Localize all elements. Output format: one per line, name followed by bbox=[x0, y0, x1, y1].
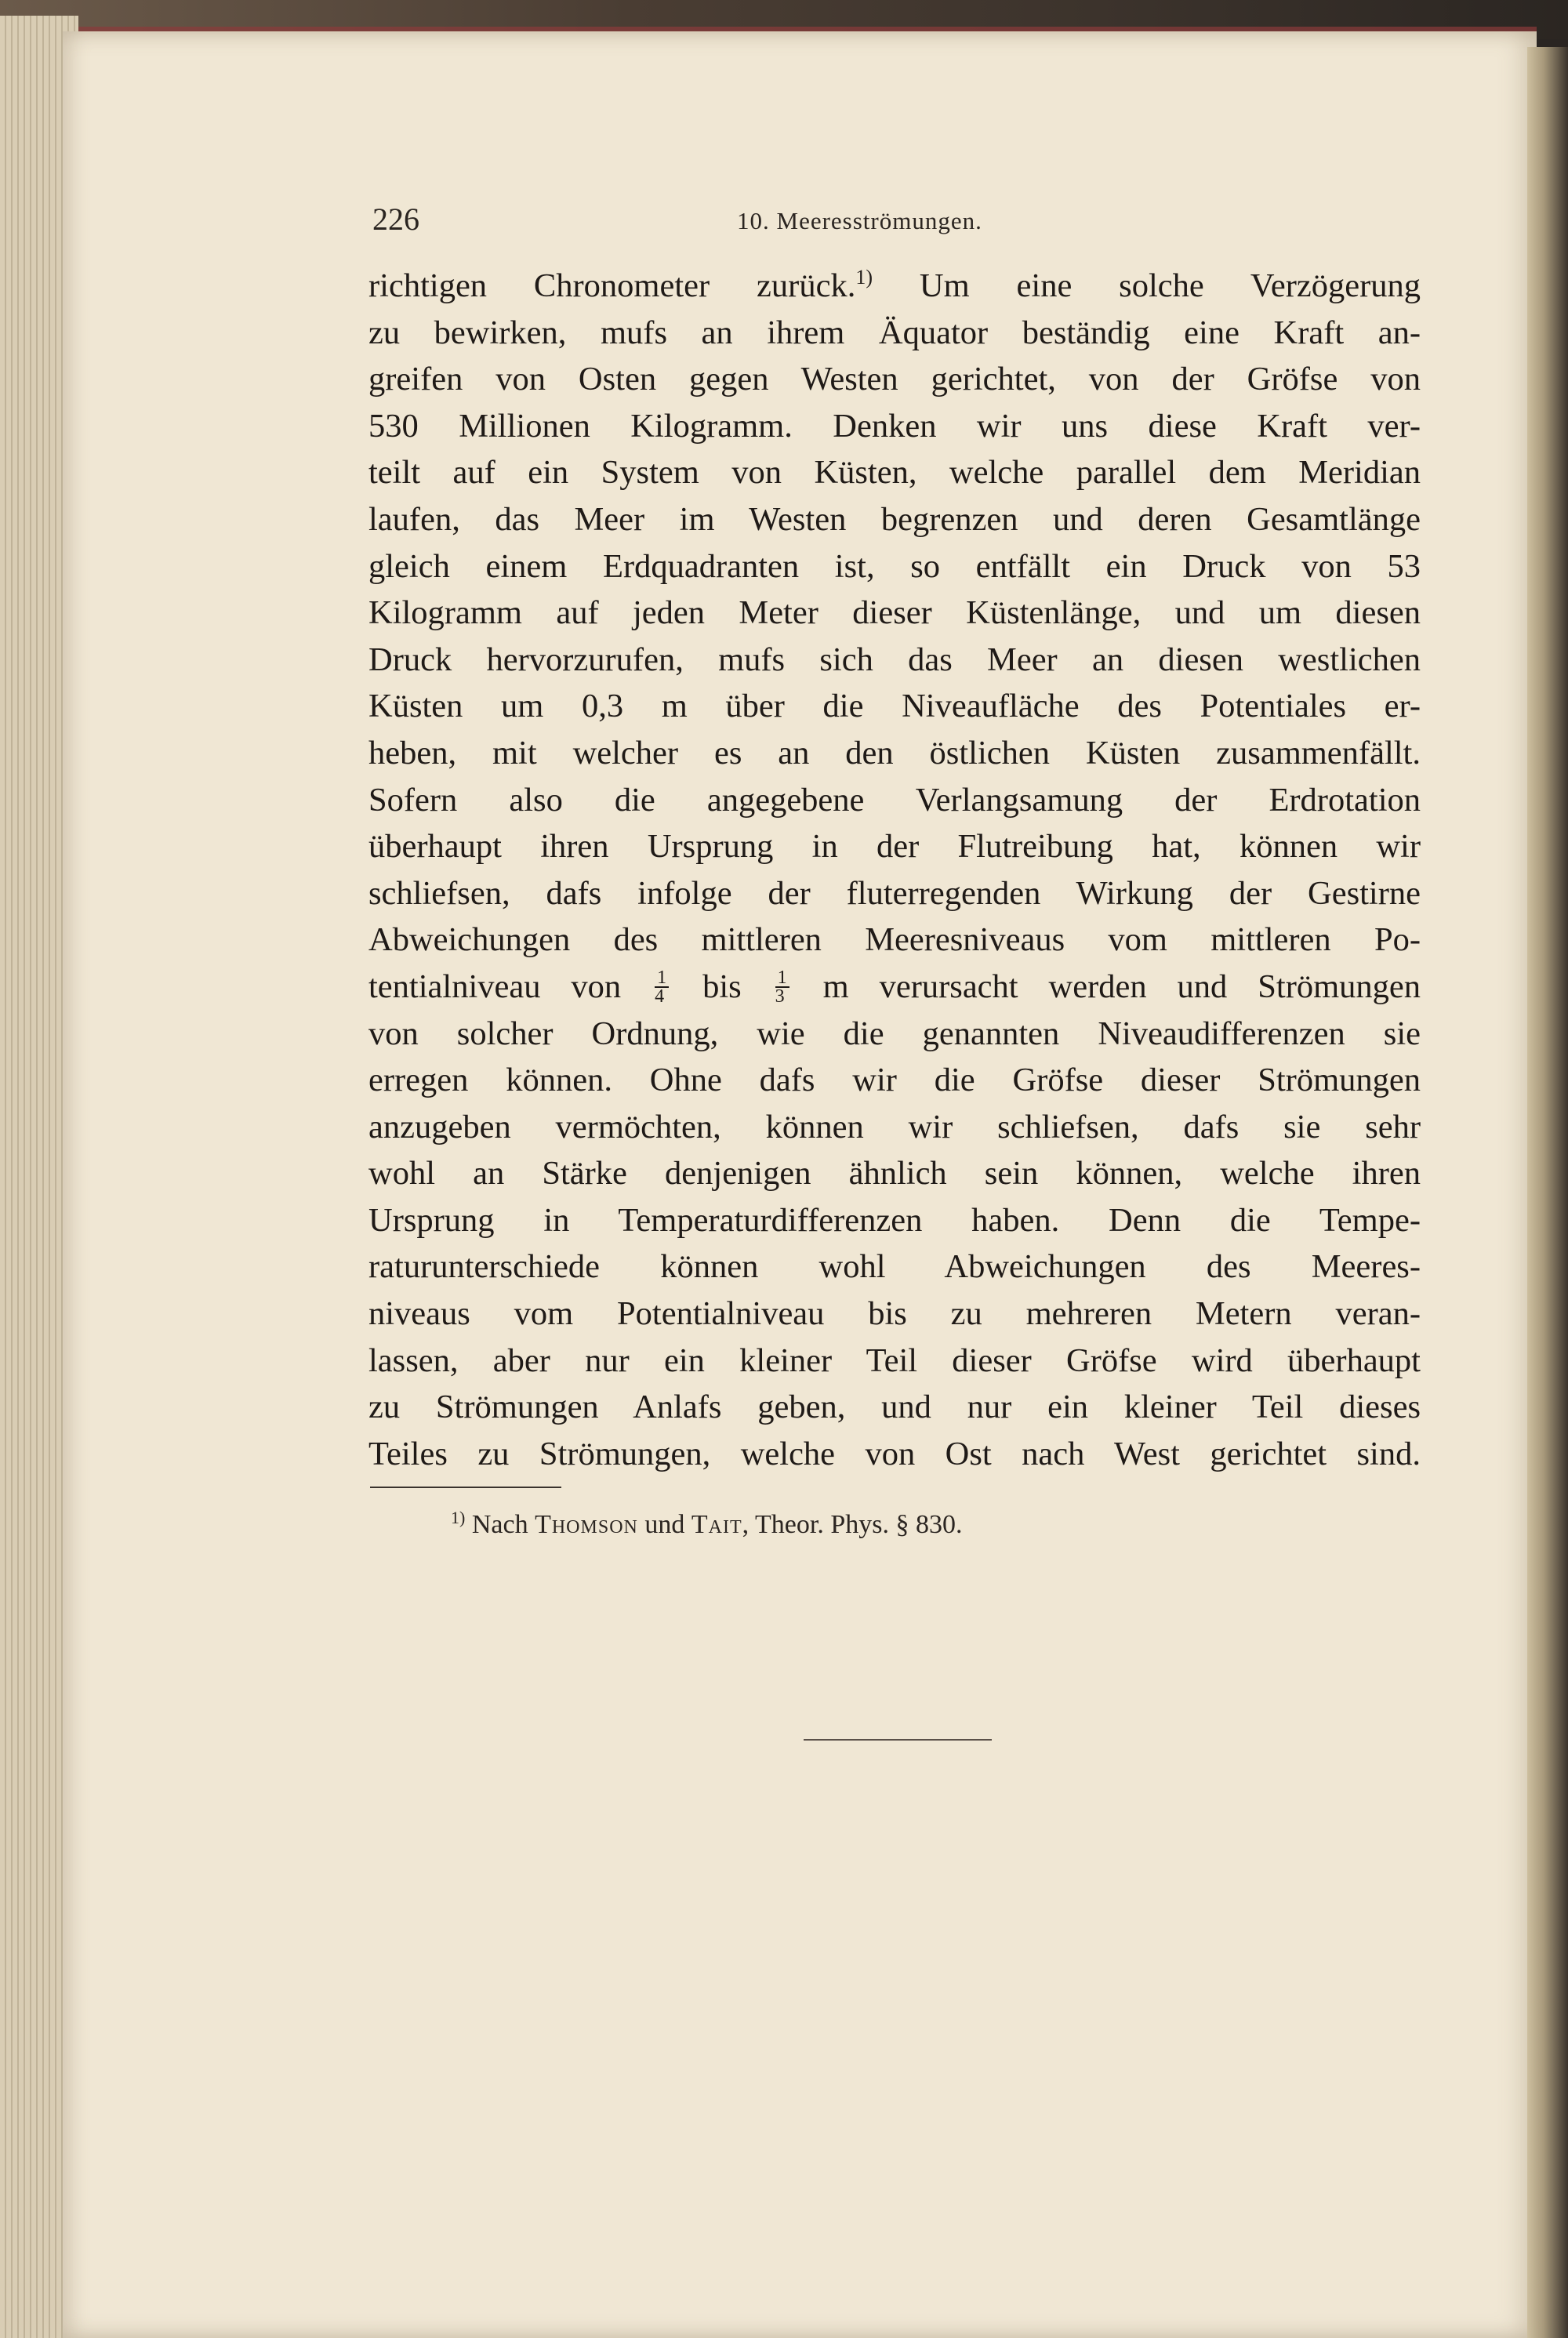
footnote-divider bbox=[370, 1487, 561, 1488]
text-line-4: 530 Millionen Kilogramm. Denken wir uns diese Kraft ver- bbox=[368, 407, 1421, 445]
text-line-3: greifen von Osten gegen Westen gerichtet, von der Gröfse von bbox=[368, 361, 1421, 398]
page-gutter-right bbox=[1527, 47, 1568, 2338]
fraction-denominator: 4 bbox=[655, 986, 665, 1007]
footnote-author-tait: Tait bbox=[691, 1510, 742, 1539]
footnote-conjunction: und bbox=[644, 1510, 685, 1539]
text-line-26: Teiles zu Strömungen, welche von Ost nach West gerichtet sind. bbox=[368, 1435, 1421, 1472]
fraction-one-third bbox=[775, 969, 789, 1005]
text-line-12: Sofern also die angegebene Verlangsamung der Erdrotation bbox=[368, 781, 1421, 819]
text-line-5: teilt auf ein System von Küsten, welche parallel dem Meridian bbox=[368, 454, 1421, 492]
footnote-marker: 1) bbox=[451, 1508, 466, 1527]
footnote-author-thomson: Thomson bbox=[535, 1510, 638, 1539]
text-line-15: Abweichungen des mittleren Meeresniveaus vom mittleren Po- bbox=[368, 921, 1421, 959]
text-line-16-start: tentialniveau von bbox=[368, 968, 622, 1005]
text-line-16-rest: m verursacht werden und Strömungen bbox=[822, 968, 1421, 1005]
text-line-21: Ursprung in Temperaturdifferenzen haben. Denn die Tempe- bbox=[368, 1201, 1421, 1239]
text-line-20: wohl an Stärke denjenigen ähnlich sein können, welche ihren bbox=[368, 1155, 1421, 1193]
text-line-6: laufen, das Meer im Westen begrenzen und deren Gesamtlänge bbox=[368, 500, 1421, 538]
body-paragraph bbox=[368, 263, 1421, 1477]
page-number: 226 bbox=[372, 201, 419, 237]
footnote bbox=[451, 1507, 962, 1543]
fraction-numerator: 1 bbox=[655, 969, 669, 988]
page-header bbox=[0, 196, 1568, 243]
text-line-14: schliefsen, dafs infolge der fluterregenden Wirkung der Gestirne bbox=[368, 874, 1421, 912]
text-line-18: erregen können. Ohne dafs wir die Gröfse dieser Strömungen bbox=[368, 1062, 1421, 1099]
text-line-23: niveaus vom Potentialniveau bis zu mehreren Metern veran- bbox=[368, 1295, 1421, 1333]
text-line-8: Kilogramm auf jeden Meter dieser Küstenlänge, und um diesen bbox=[368, 594, 1421, 632]
footnote-reference: 1) bbox=[855, 266, 873, 289]
text-line-17: von solcher Ordnung, wie die genannten Niveaudifferenzen sie bbox=[368, 1015, 1421, 1052]
text-line-13: überhaupt ihren Ursprung in der Flutreibung hat, können wir bbox=[368, 828, 1421, 866]
text-line-7: gleich einem Erdquadranten ist, so entfällt ein Druck von 53 bbox=[368, 547, 1421, 585]
fraction-numerator: 1 bbox=[775, 969, 789, 988]
footnote-prefix: Nach bbox=[471, 1510, 528, 1539]
text-line-16 bbox=[368, 964, 1421, 1011]
text-line-11: heben, mit welcher es an den östlichen Küsten zusammenfällt. bbox=[368, 734, 1421, 771]
section-end-rule bbox=[804, 1739, 992, 1741]
text-line-1-start: richtigen Chronometer zurück. bbox=[368, 267, 856, 304]
text-line-1-rest: Um eine solche Verzögerung bbox=[919, 267, 1421, 304]
text-line-10: Küsten um 0,3 m über die Niveaufläche des Potentiales er- bbox=[368, 688, 1421, 725]
text-line-24: lassen, aber nur ein kleiner Teil dieser Gröfse wird überhaupt bbox=[368, 1341, 1421, 1379]
text-line-9: Druck hervorzurufen, mufs sich das Meer an diesen westlichen bbox=[368, 641, 1421, 678]
text-line-1 bbox=[368, 263, 1421, 310]
text-line-2: zu bewirken, mufs an ihrem Äquator beständig eine Kraft an- bbox=[368, 314, 1421, 351]
running-title: 10. Meeresströmungen. bbox=[737, 207, 982, 234]
fraction-one-quarter bbox=[655, 969, 669, 1005]
text-line-22: raturunterschiede können wohl Abweichungen des Meeres- bbox=[368, 1248, 1421, 1286]
text-line-25: zu Strömungen Anlafs geben, und nur ein kleiner Teil dieses bbox=[368, 1389, 1421, 1426]
text-line-19: anzugeben vermöchten, können wir schliefsen, dafs sie sehr bbox=[368, 1108, 1421, 1145]
text-line-16-mid: bis bbox=[702, 968, 742, 1005]
fraction-denominator: 3 bbox=[775, 986, 785, 1007]
footnote-source: , Theor. Phys. § 830. bbox=[742, 1510, 963, 1539]
